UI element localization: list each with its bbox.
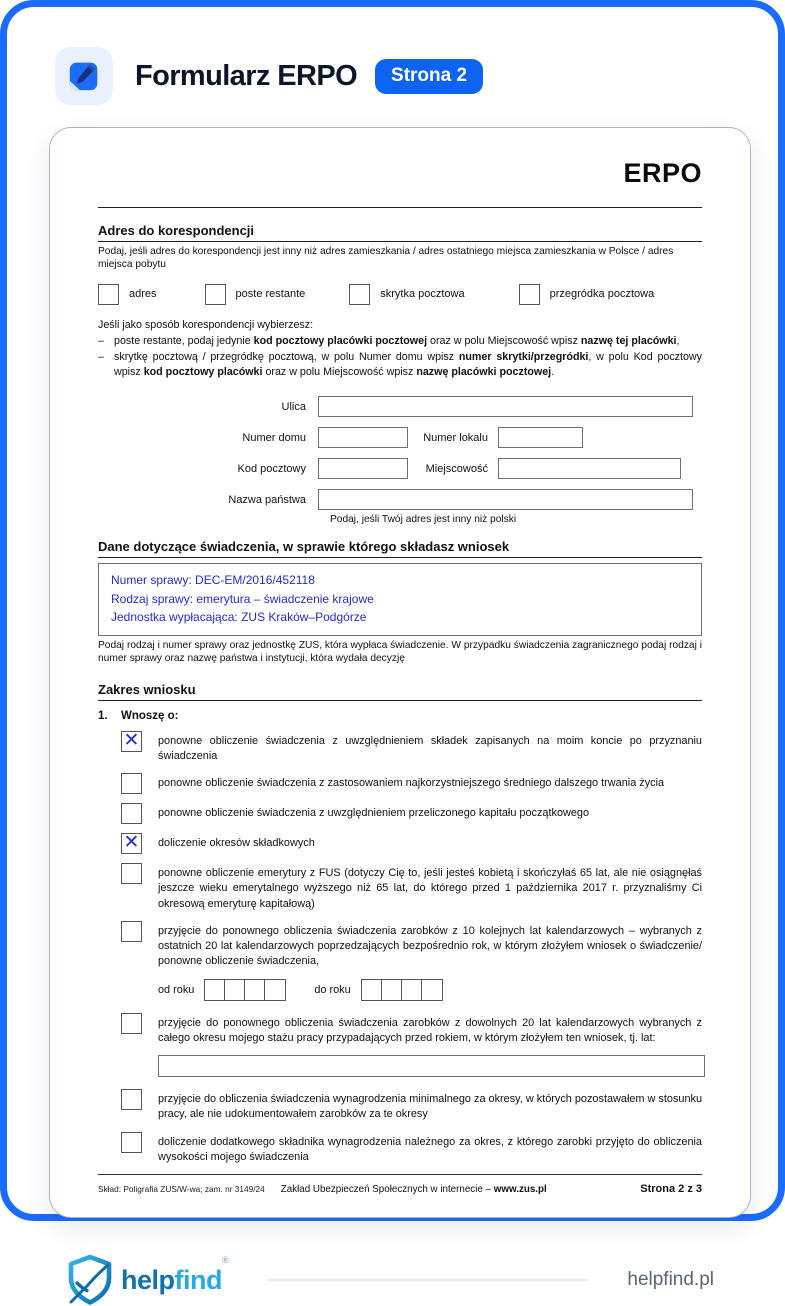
nazwa-panstwa-hint: Podaj, jeśli Twój adres jest inny niż polski [330,514,517,526]
year-digit-cell[interactable] [362,980,382,1000]
form-footer [98,1174,702,1195]
years-range-row [158,979,702,1001]
brand-wordmark: helpfind® [121,1254,229,1295]
scope-item-heading: 1. Wnoszę o: [98,709,179,722]
scope-options [98,731,702,1175]
case-type-value: emerytura – świadczenie krajowe [196,591,374,606]
scope-option-6[interactable] [98,921,702,970]
option-text: przyjęcie do ponownego obliczenia świadczenia zarobków z 10 kolejnych lat kalendarzowych – wybranych z ostatnich 20 lat kalendarzowych poprzedzających bezpośrednio rok, w którym złożyłem wniosek o świadczenie/ ponowne obliczenie świadczenia, [158,924,702,968]
checkbox-label: adres [129,288,157,300]
site-link[interactable]: helpfind.pl [627,1269,714,1291]
scope-option-1[interactable] [98,731,702,765]
scope-option-5[interactable] [98,863,702,912]
option-text: ponowne obliczenie emerytury z FUS (dotyczy Cię to, jeśli jesteś kobietą i skończyłaś 65 lat, ale nie osiągnęłaś jeszcze wieku emerytalnego wyższego niż 65 lat, do którego przed 1 października 2017 r. przyznaliśmy Ci okresową emeryturę kapitałową) [158,867,702,910]
year-from-boxes[interactable] [204,979,286,1001]
year-digit-cell[interactable] [402,980,422,1000]
footer-divider [266,1279,589,1281]
instructions-intro: Jeśli jako sposób korespondencji wybierzesz: [98,318,314,331]
address-fields [98,396,702,525]
nazwa-panstwa-input[interactable] [318,489,693,510]
field-row-ulica [98,396,702,417]
year-from-label: od roku [158,983,195,996]
scope-option-9[interactable] [98,1132,702,1166]
address-option-adres[interactable] [98,284,157,305]
option-text: ponowne obliczenie świadczenia z uwzględnieniem składek zapisanych na moim koncie po przyznaniu świadczenia [158,734,702,762]
case-type-line: Rodzaj sprawy: emerytura – świadczenie krajowe [111,591,374,606]
numer-lokalu-label: Numer lokalu [423,431,488,444]
option-text: przyjęcie do obliczenia świadczenia wynagrodzenia minimalnego za okresy, w których pozostawałem w stosunku pracy, ale nie udokumentowałem zarobków za te okresy [158,1093,702,1121]
checkbox-option-1[interactable] [121,731,142,752]
title-divider [98,207,702,208]
checkbox-poste-restante[interactable] [205,284,226,305]
checkbox-option-7[interactable] [121,1013,142,1034]
checkbox-option-8[interactable] [121,1089,142,1110]
page-number-badge: Strona 2 [375,59,483,94]
numer-domu-label: Numer domu [242,431,306,444]
year-digit-cell[interactable] [205,980,225,1000]
kod-pocztowy-label: Kod pocztowy [237,462,306,475]
year-digit-cell[interactable] [225,980,245,1000]
case-hint: Podaj rodzaj i numer sprawy oraz jednostkę ZUS, która wypłaca świadczenie. W przypadku świadczenia zagranicznego podaj rodzaj i numer sprawy oraz nazwę państwa i instytucji, która wydała decyzję [98,640,702,665]
zus-web-info: Zakład Ubezpieczeń Społecznych w internecie – www.zus.pl [280,1184,547,1196]
option-text: ponowne obliczenie świadczenia z zastosowaniem najkorzystniejszego średniego dalszego trwania życia [158,777,665,790]
ulica-label: Ulica [281,400,306,413]
field-row-numer-domu [98,427,702,448]
instruction-skrytka: – skrytkę pocztową / przegródkę pocztową, w polu Numer domu wpisz numer skrytki/przegródki, w polu Kod pocztowy wpisz kod pocztowy placówki oraz w polu Miejscowość wpisz nazwę placówki pocztowej. [98,350,702,379]
scope-option-7[interactable] [98,1013,702,1047]
checkbox-option-6[interactable] [121,921,142,942]
checkbox-label: przegródka pocztowa [549,288,655,300]
case-number-line: Numer sprawy: DEC-EM/2016/452118 [111,573,315,588]
year-digit-cell[interactable] [245,980,265,1000]
form-code-title: ERPO [623,158,702,188]
year-digit-cell[interactable] [382,980,402,1000]
nazwa-panstwa-label: Nazwa państwa [228,493,306,506]
address-option-skrytka[interactable] [349,284,464,305]
miejscowosc-label: Miejscowość [425,462,488,475]
erpo-form-card [49,127,751,1218]
option-text: doliczenie okresów składkowych [158,837,315,850]
ulica-input[interactable] [318,396,693,417]
checkbox-label: skrytka pocztowa [380,288,465,300]
scope-option-2[interactable] [98,773,702,794]
miejscowosc-input[interactable] [498,458,681,479]
address-hint: Podaj, jeśli adres do korespondencji jest inny niż adres zamieszkania / adres ostatniego miejsca zamieszkania w Polsce / adres miejsca pobytu [98,246,674,271]
zus-url: www.zus.pl [493,1184,547,1196]
checkbox-przegrodka[interactable] [519,284,540,305]
section-heading-scope: Zakres wniosku [98,682,702,701]
scope-option-4[interactable] [98,833,702,854]
year-to-boxes[interactable] [361,979,443,1001]
years-list-input[interactable] [158,1055,705,1077]
field-row-kod-pocztowy [98,458,702,479]
numer-lokalu-input[interactable] [498,427,583,448]
address-type-options [98,284,702,305]
instruction-poste-restante: – poste restante, podaj jedynie kod pocztowy placówki pocztowej oraz w polu Miejscowość wpisz nazwę tej placówki, [98,334,680,347]
option-text: doliczenie dodatkowego składnika wynagrodzenia należnego za okres, z którego zarobki przyjęto do obliczenia wysokości mojego świadczenia [158,1135,702,1163]
checkbox-skrytka[interactable] [349,284,370,305]
option-text: przyjęcie do ponownego obliczenia świadczenia zarobków z dowolnych 20 lat kalendarzowych wybranych z całego okresu mojego stażu pracy przypadających przed rokiem, w którym złożyłem ten wniosek, tj. lat: [158,1016,702,1044]
helpfind-logo [67,1254,228,1306]
page-title: Formularz ERPO [135,59,358,92]
section-heading-address: Adres do korespondencji [98,223,702,242]
year-to-label: do roku [314,983,351,996]
checkbox-option-4[interactable] [121,833,142,854]
address-option-przegrodka[interactable] [519,284,655,305]
year-digit-cell[interactable] [422,980,442,1000]
kod-pocztowy-input[interactable] [318,458,408,479]
scope-option-3[interactable] [98,803,702,824]
print-info: Skład: Poligrafia ZUS/W-wa; zam. nr 3149/24 [98,1184,265,1195]
checkbox-option-2[interactable] [121,773,142,794]
checkbox-adres[interactable] [98,284,119,305]
page-footer [7,1218,778,1306]
case-unit-value: ZUS Kraków–Podgórze [241,610,367,625]
form-note-icon [55,47,113,105]
option-text: ponowne obliczenie świadczenia z uwzględnieniem przeliczonego kapitału początkowego [158,807,590,820]
address-option-poste-restante[interactable] [205,284,306,305]
scope-option-8[interactable] [98,1089,702,1123]
note-pencil-icon [64,56,104,96]
case-data-box [98,563,702,636]
checkbox-option-3[interactable] [121,803,142,824]
case-unit-line: Jednostka wypłacająca: ZUS Kraków–Podgórze [111,610,367,625]
correspondence-instructions [98,318,702,381]
shield-check-icon [67,1254,113,1306]
page-indicator: Strona 2 z 3 [640,1183,702,1196]
numer-domu-input[interactable] [318,427,408,448]
case-number-value: DEC-EM/2016/452118 [195,573,315,588]
year-digit-cell[interactable] [265,980,285,1000]
field-row-nazwa-panstwa [98,489,702,510]
checkbox-label: poste restante [235,288,306,300]
checkbox-option-9[interactable] [121,1132,142,1153]
checkbox-option-5[interactable] [121,863,142,884]
section-heading-case: Dane dotyczące świadczenia, w sprawie którego składasz wniosek [98,539,702,558]
top-header [7,7,778,105]
